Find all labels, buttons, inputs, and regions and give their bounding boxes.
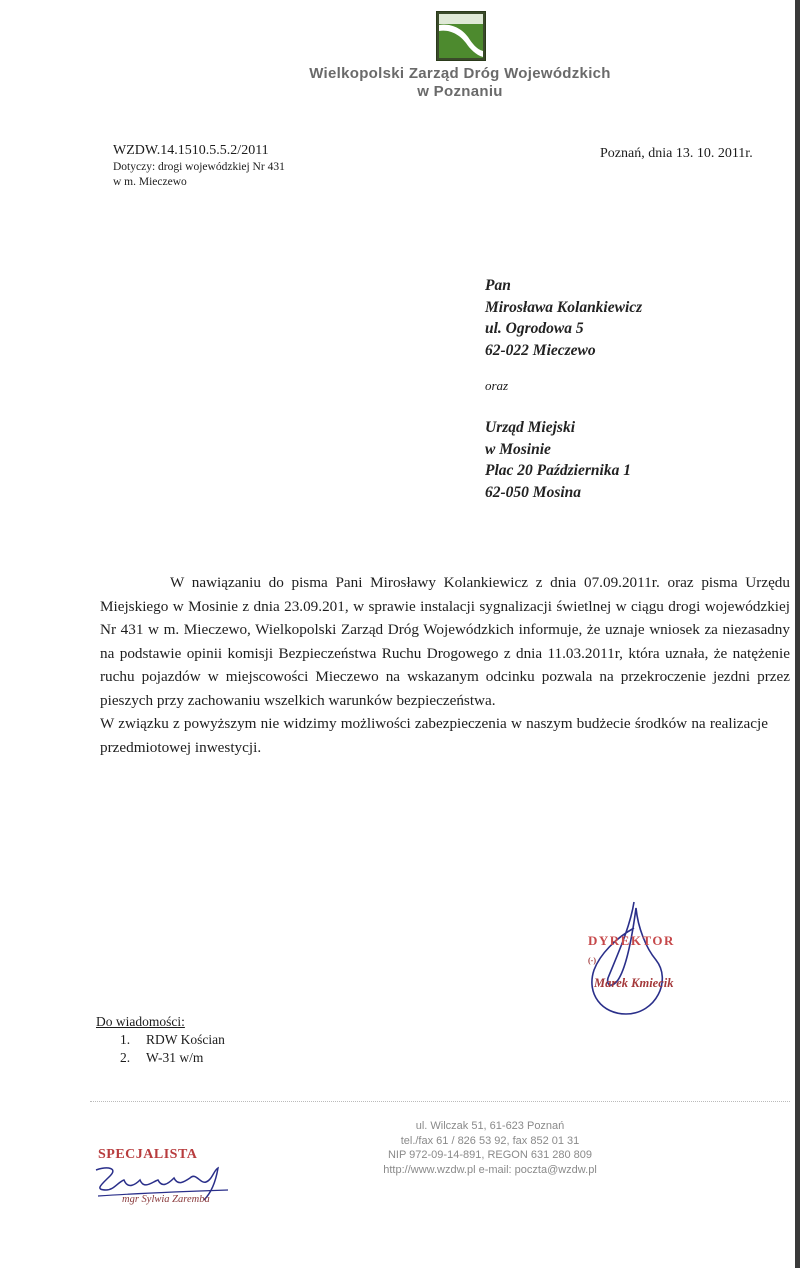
road-logo-icon <box>436 11 486 61</box>
letter-body <box>100 571 790 759</box>
list-item <box>120 1049 225 1067</box>
footer-contact <box>300 1119 680 1177</box>
cc-title: Do wiadomości: <box>96 1014 185 1029</box>
specialist-stamp-title: SPECJALISTA <box>98 1147 198 1162</box>
address-line: w Mosinie <box>485 440 551 458</box>
body-paragraph: W nawiązaniu do pisma Pani Mirosławy Kolankiewicz z dnia 07.09.2011r. oraz pisma Urzędu Miejskiego w Mosinie z dnia 23.09.201, w sprawie instalacji sygnalizacji świetlnej w ciągu drogi wojewódzkiej Nr 431 w m. Mieczewo, Wielkopolski Zarząd Dróg Wojewódzkich informuje, że uznaje wniosek za niezasadny na podstawie opinii komisji Bezpieczeństwa Ruchu Drogowego z dnia 11.03.2011r, która uznała, że natężenie ruchu pojazdów w miejscowości Mieczewo na wskazanym odcinku pozwala na przekroczenie jezdni przez pieszych przy zachowaniu wszelkich warunków bezpieczeństwa. <box>100 574 790 709</box>
list-item-text: RDW Kościan <box>146 1032 225 1047</box>
address-line: 62-050 Mosina <box>485 483 582 501</box>
recipient-address-1 <box>485 275 642 361</box>
address-line: 62-022 Mieczewo <box>485 341 596 359</box>
footer-phone: tel./fax 61 / 826 53 92, fax 852 01 31 <box>400 1134 580 1147</box>
footer-ids: NIP 972-09-14-891, REGON 631 280 809 <box>387 1149 593 1161</box>
director-stamp-name: Marek Kmiecik <box>594 976 674 990</box>
subject-line: Dotyczy: drogi wojewódzkiej Nr 431 <box>113 161 285 173</box>
address-line: Urząd Miejski <box>485 419 575 436</box>
organization-city: w Poznaniu <box>417 83 503 100</box>
specialist-stamp-name: mgr Sylwia Zaremba <box>122 1194 210 1205</box>
conjunction: oraz <box>485 378 509 393</box>
footer-web-email: http://www.wzdw.pl e-mail: poczta@wzdw.pl <box>383 1163 597 1176</box>
address-line: Plac 20 Października 1 <box>485 462 631 479</box>
director-stamp-mark: (-) <box>588 956 596 965</box>
cc-list <box>120 1031 225 1067</box>
list-item <box>120 1031 225 1049</box>
body-paragraph: W związku z powyższym nie widzimy możliwości zabezpieczenia w naszym budżecie środków na realizacje przedmiotowej inwestycji. <box>100 715 768 756</box>
reference-number: WZDW.14.1510.5.5.2/2011 <box>113 143 269 158</box>
letter-date: Poznań, dnia 13. 10. 2011r. <box>600 146 753 161</box>
address-line: ul. Ogrodowa 5 <box>485 320 584 337</box>
footer-address: ul. Wilczak 51, 61-623 Poznań <box>415 1120 565 1132</box>
list-item-text: W-31 w/m <box>146 1050 204 1065</box>
address-line: Mirosława Kolankiewicz <box>485 298 643 316</box>
address-line: Pan <box>485 277 511 294</box>
subject-line: w m. Mieczewo <box>113 176 187 188</box>
list-item-number: 1. <box>120 1032 131 1047</box>
organization-name: Wielkopolski Zarząd Dróg Wojewódzkich <box>309 65 611 82</box>
page-edge-shadow <box>795 0 800 1268</box>
recipient-address-2 <box>485 417 631 503</box>
footer-divider <box>90 1101 790 1102</box>
subject <box>113 160 285 190</box>
list-item-number: 2. <box>120 1050 131 1065</box>
director-stamp-title: DYREKTOR <box>588 933 675 948</box>
